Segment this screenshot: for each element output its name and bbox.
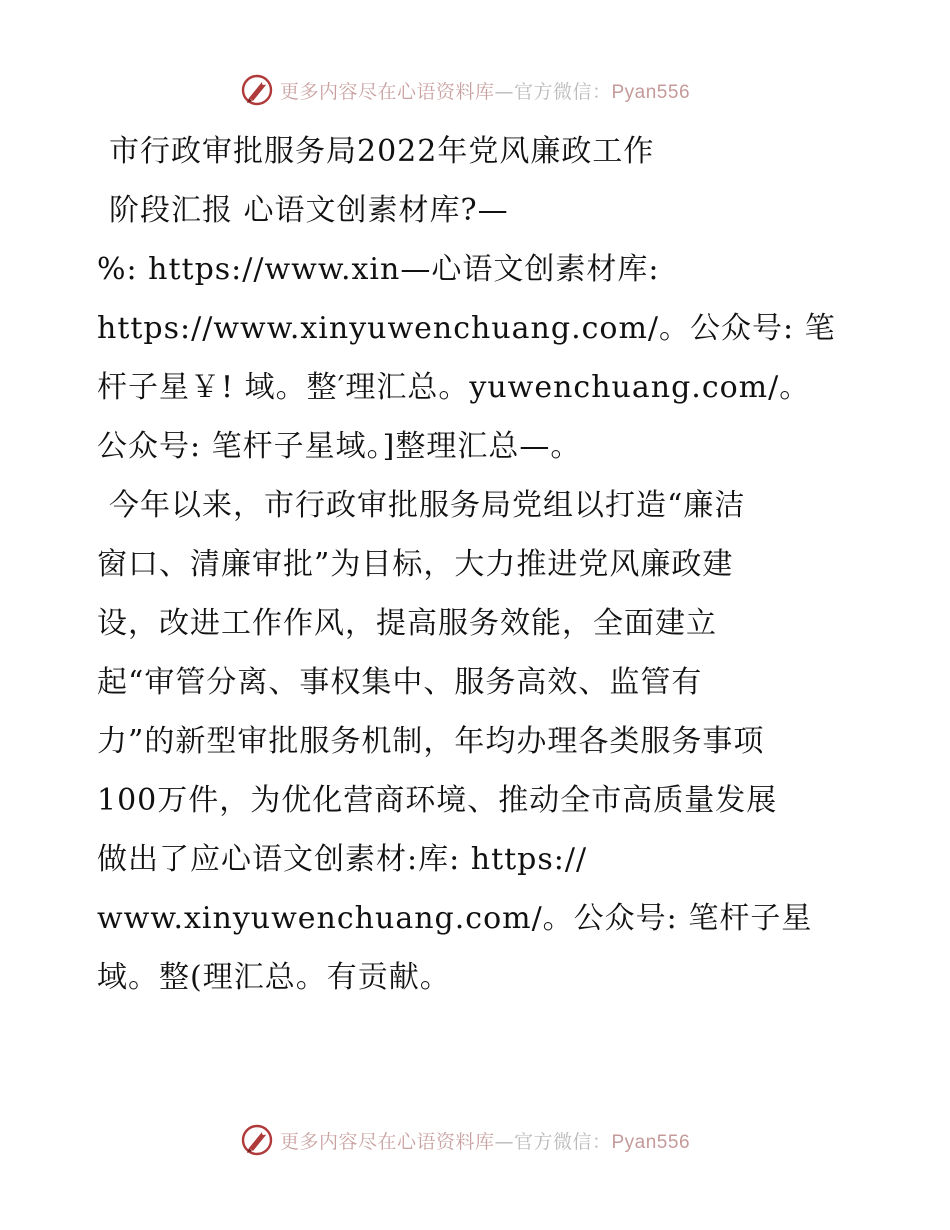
banner-separator: — [494, 1130, 514, 1153]
banner-wechat-id: Pyan556 [611, 1131, 691, 1153]
body-line-9: 域。整(理汇总。有贡献。 [97, 960, 451, 995]
pen-logo-icon [240, 73, 274, 107]
banner-wechat-label: 官方微信： [513, 80, 612, 103]
intro-line-3: 杆子星￥! 域。整′理汇总。yuwenchuang.com/。 [97, 370, 811, 405]
pen-logo-icon [240, 1123, 274, 1157]
body-line-5: 力”的新型审批服务机制，年均办理各类服务事项 [97, 724, 765, 759]
header-banner-inner [240, 73, 690, 107]
intro-line-4: 公众号: 笔杆子星域。]整理汇总—。 [97, 429, 582, 464]
header-banner [0, 70, 950, 110]
footer-banner-inner [240, 1123, 690, 1157]
body-line-4: 起“审管分离、事权集中、服务高效、监管有 [97, 665, 703, 700]
title-line-1: 市行政审批服务局2022年党风廉政工作 [109, 134, 655, 169]
body-line-8: www.xinyuwenchuang.com/。公众号: 笔杆子星 [97, 901, 813, 936]
intro-line-2: https://www.xinyuwenchuang.com/。公众号: 笔 [97, 311, 836, 346]
body-line-6: 100万件，为优化营商环境、推动全市高质量发展 [97, 783, 778, 818]
footer-banner-text [280, 1127, 690, 1154]
header-banner-text [280, 77, 690, 104]
intro-line-1: %: https://www.xin—心语文创素材库: [97, 252, 660, 287]
document-body [97, 122, 857, 1007]
banner-wechat-label: 官方微信： [513, 1130, 612, 1153]
body-line-7: 做出了应心语文创素材:库: https:// [97, 842, 588, 877]
footer-banner [0, 1120, 950, 1160]
banner-main-text: 更多内容尽在心语资料库 [279, 80, 495, 103]
banner-wechat-id: Pyan556 [611, 81, 691, 103]
banner-main-text: 更多内容尽在心语资料库 [279, 1130, 495, 1153]
body-line-1: 今年以来，市行政审批服务局党组以打造“廉洁 [109, 488, 746, 523]
banner-separator: — [494, 80, 514, 103]
body-line-3: 设，改进工作作风，提高服务效能，全面建立 [97, 606, 717, 641]
title-line-2: 阶段汇报 心语文创素材库?— [109, 193, 509, 228]
body-line-2: 窗口、清廉审批”为目标，大力推进党风廉政建 [97, 547, 734, 582]
